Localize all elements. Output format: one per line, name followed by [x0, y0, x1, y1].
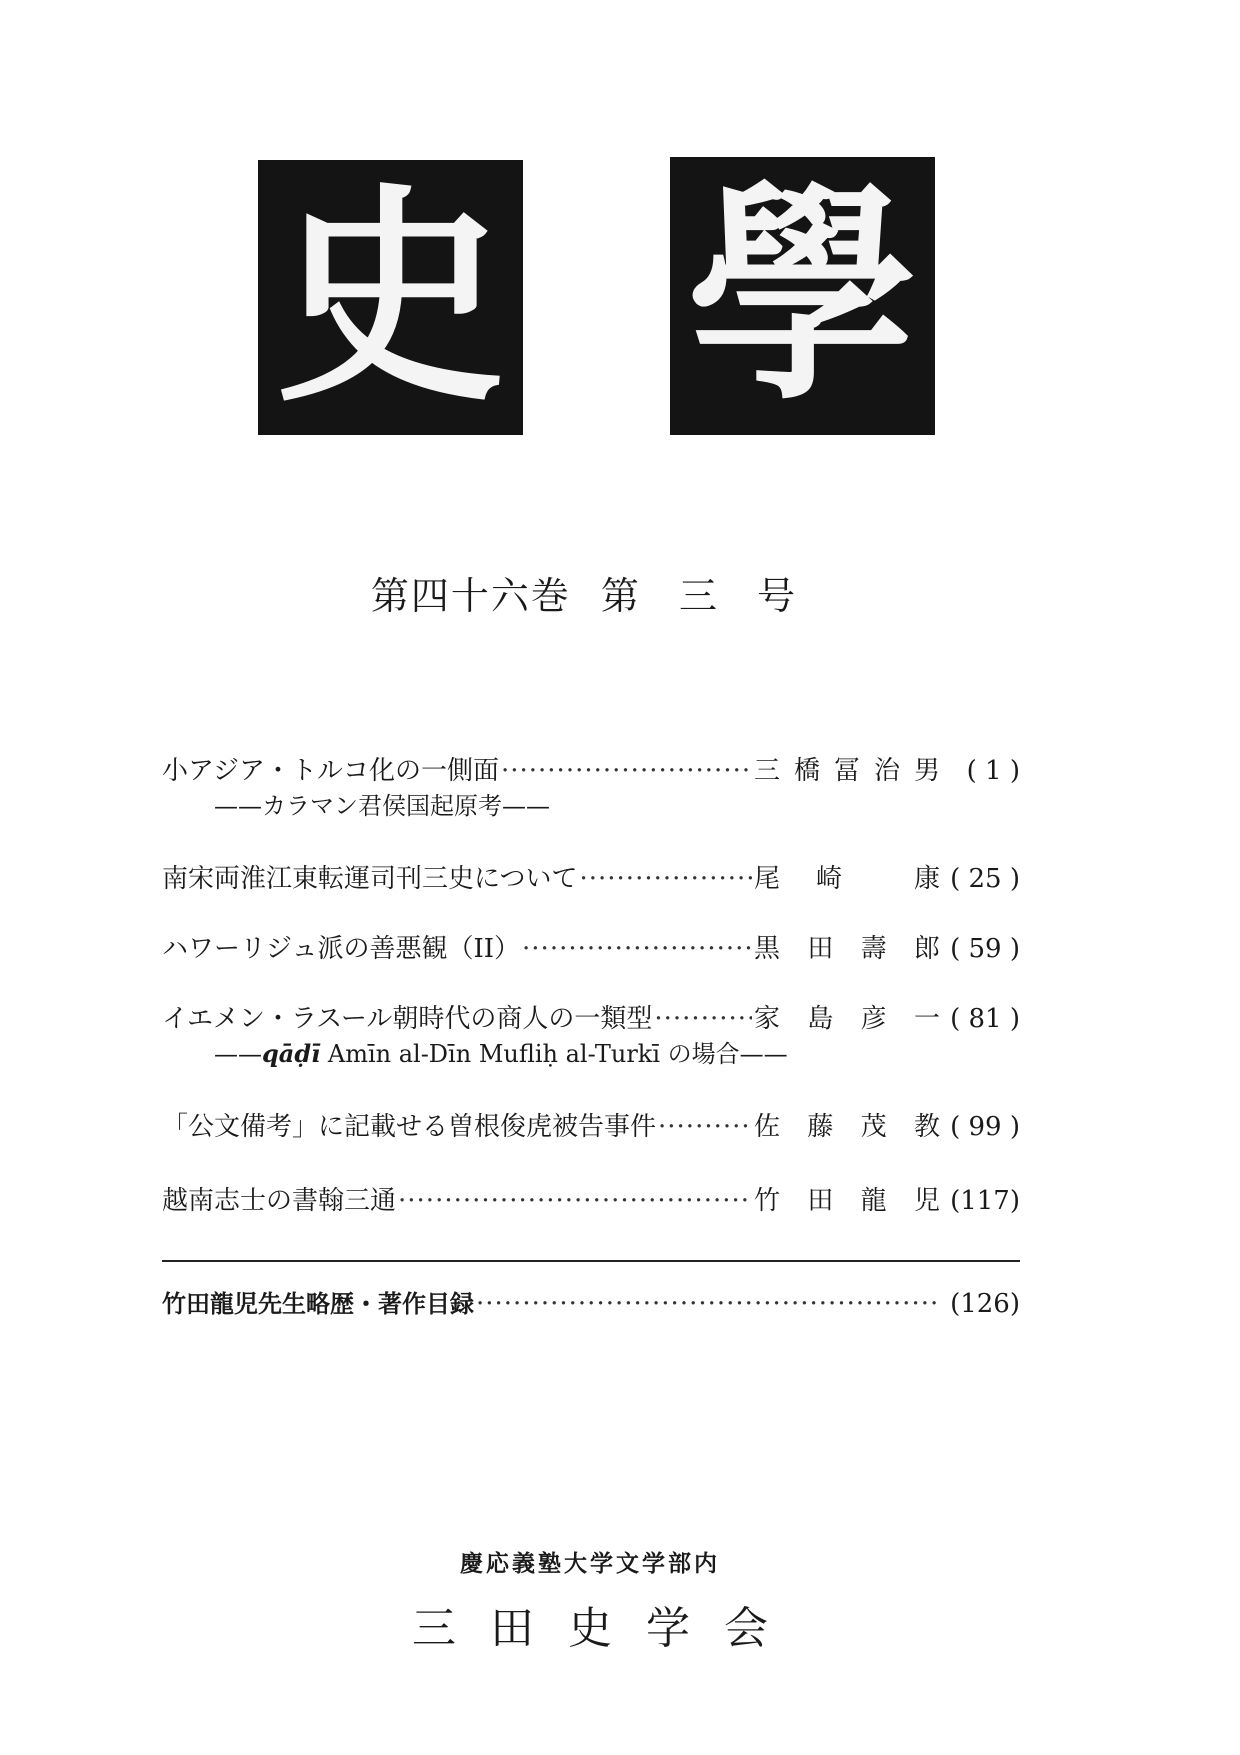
toc-entry-page: ( 99 )	[950, 1112, 1020, 1142]
author-char: 児	[913, 1186, 940, 1216]
toc-entry-title: 小アジア・トルコ化の一側面	[162, 756, 499, 786]
author-char: 黒	[754, 934, 781, 964]
toc-entry[interactable]	[162, 1106, 1020, 1142]
leader-dots	[522, 934, 752, 964]
author-char: 壽	[860, 934, 887, 964]
subtitle-latin	[262, 1040, 668, 1068]
toc-entry-page: ( 1 )	[966, 756, 1020, 786]
subtitle-italic: qāḍī	[262, 1039, 321, 1068]
toc-entry-author	[754, 858, 940, 895]
subtitle-suffix: の場合——	[667, 1040, 788, 1068]
author-char: 尾	[754, 864, 781, 894]
appendix-entry[interactable]	[162, 1284, 1020, 1320]
author-char: 竹	[754, 1186, 781, 1216]
author-char: 崎	[816, 864, 843, 894]
author-char: 橋	[793, 756, 820, 786]
toc-entry-page: (117)	[950, 1186, 1020, 1216]
subtitle-latin-text: Amīn al-Dīn Mufliḥ al-Turkī	[320, 1040, 668, 1068]
publisher-society: 三田史学会	[412, 1603, 802, 1654]
publisher-block	[0, 1545, 1180, 1656]
leader-dots	[501, 756, 752, 786]
toc-entry-title: 「公文備考」に記載せる曽根俊虎被告事件	[162, 1112, 657, 1142]
toc-entry-title: ハワーリジュ派の善悪観（II）	[162, 934, 521, 964]
author-char: 三	[754, 756, 781, 786]
leader-dots	[658, 1112, 752, 1142]
author-char: 田	[807, 1186, 834, 1216]
issue-heading	[0, 565, 1180, 620]
toc-entry-author	[754, 928, 940, 965]
leader-dots	[398, 1186, 752, 1216]
toc-entry-subtitle	[214, 1034, 1020, 1068]
appendix-title: 竹田龍児先生略歴・著作目録	[162, 1290, 474, 1318]
toc-entry-page: ( 59 )	[950, 934, 1020, 964]
toc-entry-title: 越南志士の書翰三通	[162, 1186, 397, 1216]
volume-label: 第四十六巻	[370, 574, 571, 618]
section-divider	[162, 1260, 1020, 1262]
leader-dots	[579, 864, 752, 894]
toc-entry-author	[754, 750, 940, 787]
appendix-page: (126)	[950, 1289, 1020, 1319]
author-char: 康	[913, 864, 940, 894]
toc-entry[interactable]	[162, 750, 1020, 786]
author-char: 田	[807, 934, 834, 964]
toc-entry-author	[754, 1180, 940, 1217]
toc-entry-title: イエメン・ラスール朝時代の商人の一類型	[162, 1004, 653, 1034]
author-char: 冨	[833, 756, 860, 786]
author-char: 茂	[860, 1112, 887, 1142]
publisher-affiliation: 慶応義塾大学文学部内	[460, 1551, 720, 1577]
toc-entry[interactable]	[162, 928, 1020, 964]
author-char: 一	[913, 1004, 940, 1034]
toc-entry-author	[754, 1106, 940, 1143]
author-char: 島	[807, 1004, 834, 1034]
toc-entry-author	[754, 998, 940, 1035]
author-char: 藤	[807, 1112, 834, 1142]
author-char: 佐	[754, 1112, 781, 1142]
toc-entry[interactable]	[162, 1180, 1020, 1216]
author-char: 彦	[860, 1004, 887, 1034]
author-char: 教	[913, 1112, 940, 1142]
toc-entry-title: 南宋両淮江東転運司刊三史について	[162, 864, 578, 894]
author-char: 治	[873, 756, 900, 786]
toc-entry-subtitle: ——カラマン君侯国起原考——	[214, 792, 550, 820]
toc-entry[interactable]	[162, 858, 1020, 894]
author-char: 龍	[860, 1186, 887, 1216]
table-of-contents	[162, 750, 1020, 1216]
leader-dots	[476, 1289, 938, 1319]
author-char: 郎	[913, 934, 940, 964]
toc-entry-page: ( 81 )	[950, 1004, 1020, 1034]
masthead-char-1: 史	[258, 160, 523, 435]
author-char: 男	[913, 756, 940, 786]
toc-entry[interactable]	[162, 998, 1020, 1034]
toc-entry-page: ( 25 )	[950, 864, 1020, 894]
leader-dots	[654, 1004, 752, 1034]
number-label: 第 三 号	[600, 574, 810, 618]
subtitle-dash: ——	[214, 1040, 262, 1068]
author-char: 家	[754, 1004, 781, 1034]
masthead-char-2: 學	[670, 157, 935, 435]
